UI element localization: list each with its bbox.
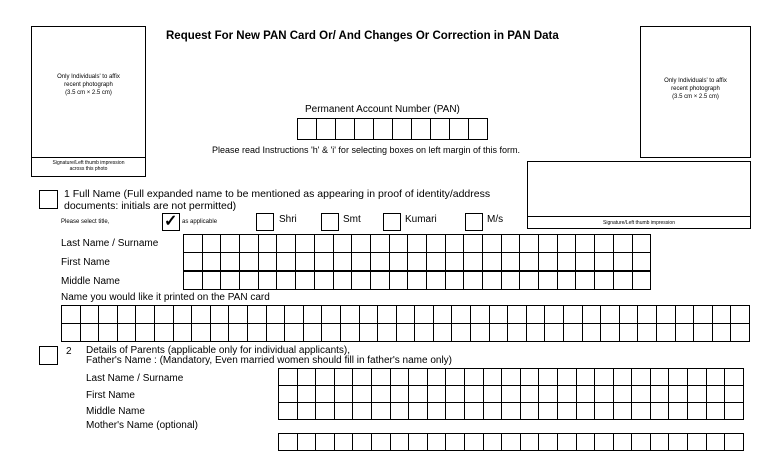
- character-cell[interactable]: [184, 234, 203, 253]
- first-name-input-grid[interactable]: [183, 252, 651, 271]
- title-label-ms: M/s: [487, 214, 504, 225]
- father-last-name-grid[interactable]: [278, 368, 744, 386]
- character-cell[interactable]: [136, 305, 155, 324]
- character-cell[interactable]: [211, 305, 230, 324]
- character-cell[interactable]: [545, 323, 564, 342]
- character-cell[interactable]: [577, 368, 596, 386]
- character-cell[interactable]: [203, 271, 222, 290]
- character-cell[interactable]: [471, 305, 490, 324]
- character-cell[interactable]: [390, 271, 409, 290]
- character-cell[interactable]: [502, 252, 521, 271]
- character-cell[interactable]: [322, 323, 341, 342]
- character-cell[interactable]: [633, 234, 652, 253]
- character-cell[interactable]: [725, 368, 744, 386]
- character-cell[interactable]: [409, 402, 428, 420]
- character-cell[interactable]: [558, 433, 577, 451]
- character-cell[interactable]: [391, 368, 410, 386]
- character-cell[interactable]: [277, 252, 296, 271]
- character-cell[interactable]: [155, 323, 174, 342]
- character-cell[interactable]: [595, 402, 614, 420]
- character-cell[interactable]: [353, 368, 372, 386]
- character-cell[interactable]: [99, 305, 118, 324]
- field-label-middle-name: Middle Name: [61, 276, 120, 287]
- character-cell[interactable]: [248, 305, 267, 324]
- father-first-name-grid[interactable]: [278, 385, 744, 403]
- character-cell[interactable]: [465, 385, 484, 403]
- character-cell[interactable]: [267, 323, 286, 342]
- character-cell[interactable]: [428, 402, 447, 420]
- character-cell[interactable]: [521, 385, 540, 403]
- character-cell[interactable]: [521, 368, 540, 386]
- character-cell[interactable]: [378, 323, 397, 342]
- character-cell[interactable]: [527, 305, 546, 324]
- character-cell[interactable]: [428, 433, 447, 451]
- character-cell[interactable]: [221, 234, 240, 253]
- character-cell[interactable]: [259, 252, 278, 271]
- character-cell[interactable]: [279, 385, 298, 403]
- section1-margin-checkbox[interactable]: [39, 190, 58, 209]
- character-cell[interactable]: [408, 234, 427, 253]
- character-cell[interactable]: [539, 368, 558, 386]
- character-cell[interactable]: [427, 271, 446, 290]
- character-cell[interactable]: [81, 323, 100, 342]
- title-checkbox-ms[interactable]: [465, 213, 483, 231]
- character-cell[interactable]: [62, 323, 81, 342]
- character-cell[interactable]: [707, 385, 726, 403]
- character-cell[interactable]: [464, 271, 483, 290]
- character-cell[interactable]: [279, 368, 298, 386]
- character-cell[interactable]: [508, 323, 527, 342]
- section2-margin-checkbox[interactable]: [39, 346, 58, 365]
- section2-heading-line1: Details of Parents (applicable only for individual applicants),: [86, 345, 351, 356]
- character-cell[interactable]: [669, 402, 688, 420]
- character-cell[interactable]: [595, 385, 614, 403]
- character-cell[interactable]: [558, 234, 577, 253]
- character-cell[interactable]: [434, 305, 453, 324]
- character-cell[interactable]: [397, 323, 416, 342]
- character-cell[interactable]: [539, 402, 558, 420]
- photo-instruction-left: Only Individuals' to affix recent photograph (3.5 cm × 2.5 cm): [57, 74, 120, 96]
- character-cell[interactable]: [539, 252, 558, 271]
- character-cell[interactable]: [539, 433, 558, 451]
- character-cell[interactable]: [316, 385, 335, 403]
- character-cell[interactable]: [192, 323, 211, 342]
- character-cell[interactable]: [614, 234, 633, 253]
- character-cell[interactable]: [352, 271, 371, 290]
- character-cell[interactable]: [211, 323, 230, 342]
- title-label-kumari: Kumari: [405, 214, 437, 225]
- character-cell[interactable]: [583, 305, 602, 324]
- character-cell[interactable]: [520, 252, 539, 271]
- section2-heading-line2: Father's Name : (Mandatory, Even married women should fill in father's name only): [86, 355, 453, 366]
- title-applicable-checkbox[interactable]: [162, 213, 180, 231]
- character-cell[interactable]: [564, 305, 583, 324]
- character-cell[interactable]: [259, 234, 278, 253]
- character-cell[interactable]: [595, 271, 614, 290]
- character-cell[interactable]: [539, 385, 558, 403]
- photo-box-left[interactable]: [31, 26, 146, 177]
- character-cell[interactable]: [669, 368, 688, 386]
- character-cell[interactable]: [259, 271, 278, 290]
- title-label-shri: Shri: [279, 214, 297, 225]
- character-cell[interactable]: [322, 305, 341, 324]
- character-cell[interactable]: [520, 234, 539, 253]
- character-cell[interactable]: [452, 323, 471, 342]
- character-cell[interactable]: [390, 252, 409, 271]
- mother-last-name-grid[interactable]: [278, 433, 744, 451]
- character-cell[interactable]: [296, 271, 315, 290]
- character-cell[interactable]: [651, 433, 670, 451]
- character-cell[interactable]: [285, 305, 304, 324]
- character-cell[interactable]: [484, 368, 503, 386]
- character-cell[interactable]: [221, 271, 240, 290]
- character-cell[interactable]: [174, 323, 193, 342]
- character-cell[interactable]: [341, 323, 360, 342]
- character-cell[interactable]: [371, 234, 390, 253]
- character-cell[interactable]: [304, 323, 323, 342]
- character-cell[interactable]: [651, 385, 670, 403]
- character-cell[interactable]: [669, 433, 688, 451]
- character-cell[interactable]: [632, 385, 651, 403]
- character-cell[interactable]: [614, 385, 633, 403]
- character-cell[interactable]: [315, 252, 334, 271]
- printed-name-grid-row1[interactable]: [61, 305, 750, 324]
- character-cell[interactable]: [184, 252, 203, 271]
- character-cell[interactable]: [409, 385, 428, 403]
- character-cell[interactable]: [713, 305, 732, 324]
- character-cell[interactable]: [471, 323, 490, 342]
- form-title: Request For New PAN Card Or/ And Changes Or Correction in PAN Data: [166, 30, 559, 42]
- character-cell[interactable]: [490, 305, 509, 324]
- pan-label: Permanent Account Number (PAN): [305, 104, 460, 115]
- character-cell[interactable]: [539, 271, 558, 290]
- character-cell[interactable]: [527, 323, 546, 342]
- character-cell[interactable]: [633, 252, 652, 271]
- character-cell[interactable]: [372, 433, 391, 451]
- character-cell[interactable]: [576, 252, 595, 271]
- character-cell[interactable]: [62, 305, 81, 324]
- character-cell[interactable]: [315, 234, 334, 253]
- section2-number: 2: [66, 346, 72, 357]
- character-cell[interactable]: [638, 323, 657, 342]
- field-label-last-name: Last Name / Surname: [61, 238, 159, 249]
- signature-box[interactable]: [527, 161, 751, 229]
- character-cell[interactable]: [371, 271, 390, 290]
- character-cell[interactable]: [577, 402, 596, 420]
- character-cell[interactable]: [465, 433, 484, 451]
- character-cell[interactable]: [298, 433, 317, 451]
- character-cell[interactable]: [601, 323, 620, 342]
- character-cell[interactable]: [446, 252, 465, 271]
- section1-heading-line1: 1 Full Name (Full expanded name to be mentioned as appearing in proof of identity/address: [64, 188, 491, 200]
- character-cell[interactable]: [614, 402, 633, 420]
- character-cell[interactable]: [353, 402, 372, 420]
- character-cell[interactable]: [221, 252, 240, 271]
- character-cell[interactable]: [296, 234, 315, 253]
- character-cell[interactable]: [707, 402, 726, 420]
- character-cell[interactable]: [694, 305, 713, 324]
- character-cell[interactable]: [304, 305, 323, 324]
- character-cell[interactable]: [632, 368, 651, 386]
- character-cell[interactable]: [360, 305, 379, 324]
- middle-name-input-grid[interactable]: [183, 271, 651, 290]
- character-cell[interactable]: [620, 323, 639, 342]
- character-cell[interactable]: [81, 305, 100, 324]
- character-cell[interactable]: [614, 252, 633, 271]
- character-cell[interactable]: [651, 402, 670, 420]
- character-cell[interactable]: [446, 385, 465, 403]
- character-cell[interactable]: [452, 305, 471, 324]
- photo-instruction-right: Only Individuals' to affix recent photograph (3.5 cm × 2.5 cm): [664, 78, 727, 100]
- character-cell[interactable]: [464, 252, 483, 271]
- character-cell[interactable]: [558, 368, 577, 386]
- character-cell[interactable]: [352, 234, 371, 253]
- character-cell[interactable]: [595, 368, 614, 386]
- character-cell[interactable]: [434, 323, 453, 342]
- character-cell[interactable]: [632, 402, 651, 420]
- character-cell[interactable]: [371, 252, 390, 271]
- printed-name-label: Name you would like it printed on the PAN card: [61, 292, 270, 303]
- character-cell[interactable]: [707, 433, 726, 451]
- character-cell[interactable]: [577, 385, 596, 403]
- character-cell[interactable]: [465, 368, 484, 386]
- character-cell[interactable]: [203, 234, 222, 253]
- character-cell[interactable]: [558, 385, 577, 403]
- character-cell[interactable]: [583, 323, 602, 342]
- character-cell[interactable]: [184, 271, 203, 290]
- character-cell[interactable]: [688, 402, 707, 420]
- character-cell[interactable]: [446, 234, 465, 253]
- character-cell[interactable]: [229, 305, 248, 324]
- character-cell[interactable]: [279, 402, 298, 420]
- character-cell[interactable]: [502, 234, 521, 253]
- character-cell[interactable]: [192, 305, 211, 324]
- character-cell[interactable]: [298, 368, 317, 386]
- signature-divider: [528, 216, 750, 217]
- character-cell[interactable]: [633, 271, 652, 290]
- title-checkbox-kumari[interactable]: [383, 213, 401, 231]
- title-applicable-label: as applicable: [182, 219, 218, 225]
- character-cell[interactable]: [490, 323, 509, 342]
- father-first-name-label: First Name: [86, 390, 135, 401]
- character-cell[interactable]: [446, 368, 465, 386]
- character-cell[interactable]: [240, 234, 259, 253]
- character-cell[interactable]: [576, 234, 595, 253]
- character-cell[interactable]: [688, 368, 707, 386]
- check-mark-icon: ✓: [164, 213, 178, 230]
- field-label-first-name: First Name: [61, 257, 110, 268]
- character-cell[interactable]: [335, 402, 354, 420]
- character-cell[interactable]: [595, 234, 614, 253]
- character-cell[interactable]: [707, 368, 726, 386]
- character-cell[interactable]: [335, 368, 354, 386]
- character-cell[interactable]: [577, 433, 596, 451]
- character-cell[interactable]: [638, 305, 657, 324]
- character-cell[interactable]: [564, 323, 583, 342]
- pan-input-grid[interactable]: [297, 118, 488, 140]
- character-cell[interactable]: [352, 252, 371, 271]
- character-cell[interactable]: [657, 305, 676, 324]
- last-name-input-grid[interactable]: [183, 234, 651, 253]
- character-cell[interactable]: [669, 385, 688, 403]
- character-cell[interactable]: [360, 323, 379, 342]
- character-cell[interactable]: [409, 368, 428, 386]
- character-cell[interactable]: [415, 323, 434, 342]
- character-cell[interactable]: [428, 385, 447, 403]
- photo-box-right[interactable]: [640, 26, 751, 158]
- character-cell[interactable]: [335, 385, 354, 403]
- character-cell[interactable]: [397, 305, 416, 324]
- character-cell[interactable]: [558, 252, 577, 271]
- title-select-label: Please select title,: [61, 219, 110, 225]
- character-cell[interactable]: [502, 368, 521, 386]
- character-cell[interactable]: [614, 271, 633, 290]
- character-cell[interactable]: [484, 402, 503, 420]
- character-cell[interactable]: [390, 234, 409, 253]
- section1-heading-line2: documents: initials are not permitted): [64, 200, 237, 212]
- character-cell[interactable]: [483, 234, 502, 253]
- character-cell[interactable]: [298, 385, 317, 403]
- character-cell[interactable]: [484, 433, 503, 451]
- father-middle-name-grid[interactable]: [278, 402, 744, 420]
- father-last-name-label: Last Name / Surname: [86, 373, 184, 384]
- signature-box-label: Signature/Left thumb impression: [603, 220, 675, 226]
- character-cell[interactable]: [267, 305, 286, 324]
- character-cell[interactable]: [174, 305, 193, 324]
- father-middle-name-label: Middle Name: [86, 406, 145, 417]
- character-cell[interactable]: [99, 323, 118, 342]
- character-cell[interactable]: [408, 271, 427, 290]
- character-cell[interactable]: [508, 305, 527, 324]
- character-cell[interactable]: [688, 433, 707, 451]
- character-cell[interactable]: [136, 323, 155, 342]
- title-checkbox-smt[interactable]: [321, 213, 339, 231]
- character-cell[interactable]: [409, 433, 428, 451]
- character-cell[interactable]: [446, 402, 465, 420]
- character-cell[interactable]: [725, 385, 744, 403]
- pan-instruction: Please read Instructions 'h' & 'i' for selecting boxes on left margin of this form.: [212, 145, 521, 155]
- character-cell[interactable]: [731, 323, 750, 342]
- character-cell[interactable]: [614, 368, 633, 386]
- character-cell[interactable]: [341, 305, 360, 324]
- character-cell[interactable]: [427, 234, 446, 253]
- character-cell[interactable]: [316, 433, 335, 451]
- character-cell[interactable]: [614, 433, 633, 451]
- character-cell[interactable]: [118, 323, 137, 342]
- character-cell[interactable]: [446, 433, 465, 451]
- character-cell[interactable]: [484, 385, 503, 403]
- character-cell[interactable]: [676, 323, 695, 342]
- character-cell[interactable]: [335, 433, 354, 451]
- character-cell[interactable]: [521, 433, 540, 451]
- character-cell[interactable]: [203, 252, 222, 271]
- character-cell[interactable]: [334, 234, 353, 253]
- character-cell[interactable]: [427, 252, 446, 271]
- character-cell[interactable]: [391, 385, 410, 403]
- photo-sign-label: Signature/Left thumb impression across this photo: [52, 160, 125, 172]
- character-cell[interactable]: [725, 402, 744, 420]
- character-cell[interactable]: [521, 402, 540, 420]
- character-cell[interactable]: [316, 402, 335, 420]
- character-cell[interactable]: [248, 323, 267, 342]
- character-cell[interactable]: [502, 402, 521, 420]
- character-cell[interactable]: [285, 323, 304, 342]
- character-cell[interactable]: [279, 433, 298, 451]
- character-cell[interactable]: [676, 305, 695, 324]
- printed-name-grid-row2[interactable]: [61, 323, 750, 342]
- character-cell[interactable]: [558, 402, 577, 420]
- mother-name-label: Mother's Name (optional): [86, 420, 198, 431]
- character-cell[interactable]: [240, 252, 259, 271]
- character-cell[interactable]: [601, 305, 620, 324]
- character-cell[interactable]: [155, 305, 174, 324]
- character-cell[interactable]: [298, 402, 317, 420]
- character-cell[interactable]: [539, 234, 558, 253]
- character-cell[interactable]: [576, 271, 595, 290]
- character-cell[interactable]: [520, 271, 539, 290]
- character-cell[interactable]: [334, 252, 353, 271]
- character-cell[interactable]: [651, 368, 670, 386]
- character-cell[interactable]: [316, 368, 335, 386]
- character-cell[interactable]: [502, 271, 521, 290]
- character-cell[interactable]: [372, 402, 391, 420]
- character-cell[interactable]: [558, 271, 577, 290]
- title-checkbox-shri[interactable]: [256, 213, 274, 231]
- character-cell[interactable]: [465, 402, 484, 420]
- character-cell[interactable]: [483, 271, 502, 290]
- character-cell[interactable]: [595, 252, 614, 271]
- character-cell[interactable]: [229, 323, 248, 342]
- photo-divider-left: [32, 157, 145, 158]
- character-cell[interactable]: [391, 433, 410, 451]
- character-cell[interactable]: [118, 305, 137, 324]
- character-cell[interactable]: [483, 252, 502, 271]
- character-cell[interactable]: [315, 271, 334, 290]
- character-cell[interactable]: [595, 433, 614, 451]
- character-cell[interactable]: [353, 385, 372, 403]
- character-cell[interactable]: [428, 368, 447, 386]
- character-cell[interactable]: [545, 305, 564, 324]
- character-cell[interactable]: [464, 234, 483, 253]
- character-cell[interactable]: [353, 433, 372, 451]
- character-cell[interactable]: [296, 252, 315, 271]
- character-cell[interactable]: [657, 323, 676, 342]
- character-cell[interactable]: [688, 385, 707, 403]
- character-cell[interactable]: [408, 252, 427, 271]
- character-cell[interactable]: [446, 271, 465, 290]
- character-cell[interactable]: [391, 402, 410, 420]
- character-cell[interactable]: [731, 305, 750, 324]
- character-cell[interactable]: [694, 323, 713, 342]
- character-cell[interactable]: [502, 385, 521, 403]
- title-label-smt: Smt: [343, 214, 361, 225]
- character-cell[interactable]: [725, 433, 744, 451]
- character-cell[interactable]: [334, 271, 353, 290]
- character-cell[interactable]: [277, 234, 296, 253]
- character-cell[interactable]: [632, 433, 651, 451]
- character-cell[interactable]: [502, 433, 521, 451]
- character-cell[interactable]: [378, 305, 397, 324]
- character-cell[interactable]: [277, 271, 296, 290]
- character-cell[interactable]: [372, 368, 391, 386]
- character-cell[interactable]: [713, 323, 732, 342]
- character-cell[interactable]: [372, 385, 391, 403]
- character-cell[interactable]: [240, 271, 259, 290]
- character-cell[interactable]: [620, 305, 639, 324]
- character-cell[interactable]: [415, 305, 434, 324]
